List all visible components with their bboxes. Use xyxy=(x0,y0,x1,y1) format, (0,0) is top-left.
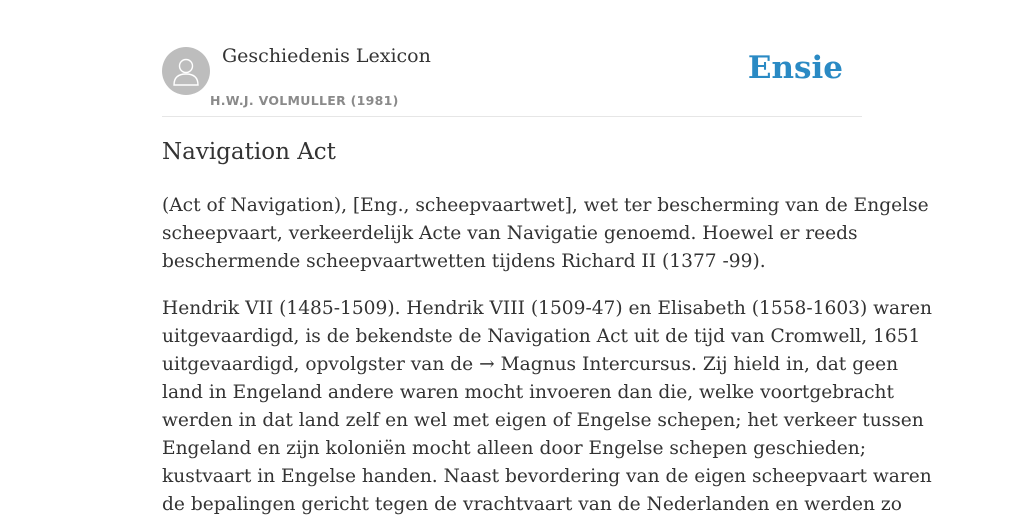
text-line: uitgevaardigd, is de bekendste de Navigation Act uit de tijd van Cromwell, 1651 xyxy=(162,326,921,347)
text-line: kustvaart in Engelse handen. Naast bevordering van de eigen scheepvaart waren xyxy=(162,466,932,487)
text-line: de bepalingen gericht tegen de vrachtvaart van de Nederlanden en werden zo xyxy=(162,494,902,515)
page-container xyxy=(162,0,933,515)
source-author[interactable]: H.W.J. VOLMULLER (1981) xyxy=(210,93,399,108)
text-line: land in Engeland andere waren mocht invoeren dan die, welke voortgebracht xyxy=(162,382,894,403)
text-line: beschermende scheepvaartwetten tijdens Richard II (1377 -99). xyxy=(162,251,766,272)
text-line-with-link[interactable]: uitgevaardigd, opvolgster van de → Magnus Intercursus. Zij hield in, dat geen xyxy=(162,354,899,375)
user-icon xyxy=(162,47,210,95)
text-line: (Act of Navigation), [Eng., scheepvaartwet], wet ter bescherming van de Engelse xyxy=(162,195,929,216)
article-title: Navigation Act xyxy=(162,139,336,165)
text-line: Engeland en zijn koloniën mocht alleen door Engelse schepen geschieden; xyxy=(162,438,867,459)
text-line: Hendrik VII (1485-1509). Hendrik VIII (1509-47) en Elisabeth (1558-1603) waren xyxy=(162,298,933,319)
text-line: scheepvaart, verkeerdelijk Acte van Navigatie genoemd. Hoewel er reeds xyxy=(162,223,858,244)
source-title[interactable]: Geschiedenis Lexicon xyxy=(222,45,431,67)
avatar[interactable] xyxy=(162,47,210,95)
article-paragraph-2 xyxy=(162,295,933,519)
text-line: werden in dat land zelf en wel met eigen of Engelse schepen; het verkeer tussen xyxy=(162,410,924,431)
source-header xyxy=(162,0,862,117)
article-paragraph-1 xyxy=(162,192,929,276)
brand-logo[interactable]: Ensie xyxy=(747,50,843,86)
